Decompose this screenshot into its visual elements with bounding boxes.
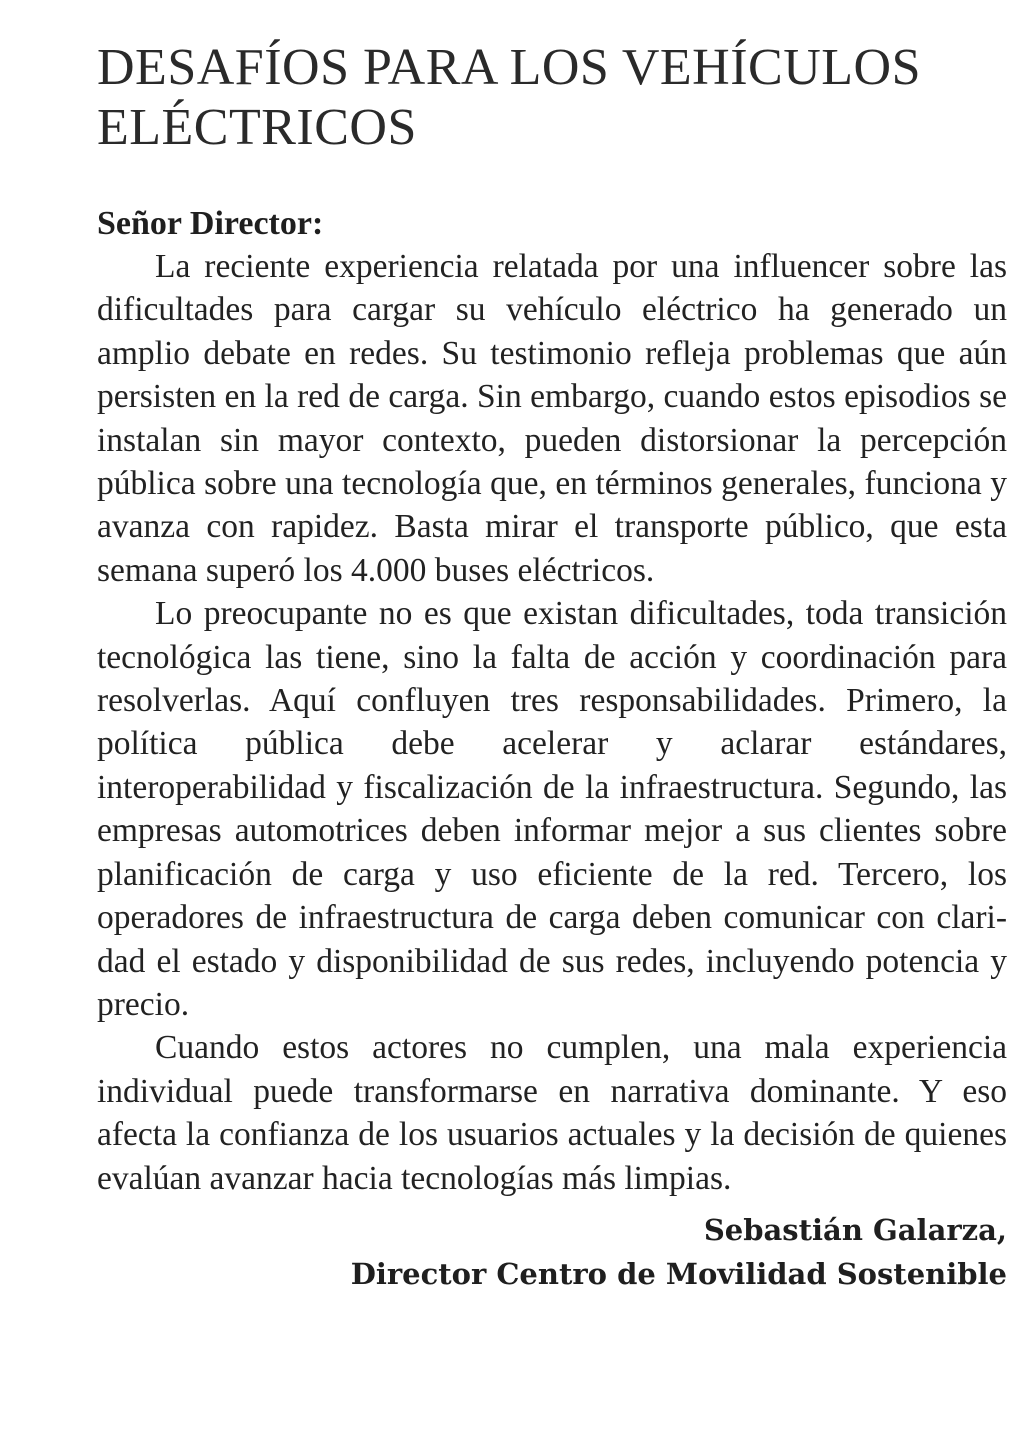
signature-title: Director Centro de Movilidad Sostenible [350,1256,1007,1291]
headline: DESAFÍOS PARA LOS VEHÍCULOS ELÉCTRICOS [97,39,922,156]
signature-name: Sebastián Galarza, [703,1212,1007,1247]
paragraph-1: La reciente experiencia relatada por una influencer sobre las dificultades para cargar su vehículo eléctrico ha generado un amplio debate en redes. Su testimonio refleja problemas que aún persisten en la red de carga. Sin embargo, cuando estos episodios se instalan sin mayor contexto, pueden distorsionar la percepción pública sobre una tecnología que, en términos generales, funciona y avanza con rapidez. Basta mirar el transporte público, que esta semana superó los 4.000 buses eléctricos. [97,248,1007,589]
paragraph-3: Cuando estos actores no cumplen, una mala experiencia individual puede transformarse en narrativa dominante. Y eso afecta la confianza de los usuarios actuales y la decisión de quienes evalúan avanzar hacia tecnologías más limpias. [97,1029,1007,1197]
paragraph-2: Lo preocupante no es que existan dificultades, toda transición tecnológica las tiene, sino la falta de acción y coordinación para resolverlas. Aquí confluyen tres responsabilidades. Primero, la política pública debe acelerar y aclarar estándares, interoperabilidad y fiscalización de la infraestructura. Segundo, las empresas automotrices deben informar mejor a sus clientes sobre planificación de carga y uso eficiente de la red. Tercero, los operadores de infraestructura de carga deben comunicar con claridad el estado y disponibilidad de sus redes, incluyendo potencia y precio. [97,595,1007,1023]
signature [97,1208,1007,1296]
salutation: Señor Director: [97,205,324,242]
letter-to-editor [97,38,1007,1296]
